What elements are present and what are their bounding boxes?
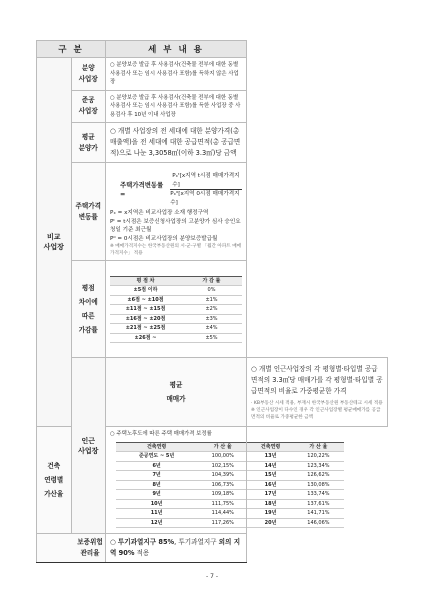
age-rate-text: 주택노후도에 따른 주택 매매가격 보정률 — [116, 431, 212, 437]
rate-value: 114,44% — [197, 509, 248, 519]
age-value: 17년 — [248, 490, 292, 500]
score-header-diff: 평 점 차 — [110, 276, 181, 286]
table-header — [37, 41, 388, 58]
score-row — [110, 305, 242, 315]
rate-value: 102,15% — [197, 461, 248, 471]
text-sale-project: 분양보증 발급 후 사용검사(건축물 전부에 대한 동별 사용검사 또는 임시 사용검사 포함)를 득하지 않은 사업장 — [110, 62, 239, 85]
age-header-rate: 가 산 율 — [197, 442, 248, 452]
header-category: 구 분 — [37, 41, 106, 58]
cell-avg-sale-price: ○ 개별 사업장의 전 세대에 대한 분양가격(총 매출액)을 전 세대에 대한 공급면적(총 공급면적)으로 나눈 3,3058㎡(이하 3.3㎡)당 금액 — [106, 123, 247, 163]
text-age-rate: ○ 주택노후도에 따른 주택 매매가격 보정률 — [110, 431, 212, 437]
age-row — [116, 518, 344, 528]
text-avg-sale-price: 개별 사업장의 전 세대에 대한 분양가격(총 매출액)을 전 세대에 대한 공급면적(총 공급면적)으로 나눈 3,3058㎡(이하 3.3㎡)당 금액 — [110, 127, 241, 157]
label-price-variation: 주택가격 변동률 — [71, 163, 106, 261]
age-rate-table — [116, 442, 344, 529]
score-rate: ±2% — [181, 305, 242, 315]
age-value: 15년 — [248, 471, 292, 481]
row-sale-project — [37, 58, 388, 91]
age-value: 19년 — [248, 509, 292, 519]
score-rate: 0% — [181, 286, 242, 296]
score-diff: ±16점 ~ ±20점 — [110, 314, 181, 324]
row-avg-sale-price — [37, 123, 388, 163]
cell-score-adjustment — [106, 261, 247, 358]
score-rate: ±3% — [181, 314, 242, 324]
rate-value: 106,73% — [197, 480, 248, 490]
age-header-age: 건축연령 — [116, 442, 197, 452]
row-guarantee-risk — [37, 534, 388, 563]
rate-value: 109,18% — [197, 490, 248, 500]
rate-value: 126,62% — [293, 471, 344, 481]
group-nearby: 인근 사업장 — [71, 358, 106, 534]
guarantee-text-mid: , 투기과열지구 — [174, 538, 219, 546]
formula-numerator: Pₓᵗ[x지역 t시점 매매가격지수] — [170, 172, 242, 190]
label-sale-project: 분양 사업장 — [71, 58, 106, 91]
score-diff: ±5점 이하 — [110, 286, 181, 296]
age-value: 16년 — [248, 480, 292, 490]
rate-value: 100,00% — [197, 452, 248, 462]
criteria-table — [36, 40, 388, 563]
rate-value: 123,34% — [293, 461, 344, 471]
score-row — [110, 324, 242, 334]
rate-value: 146,06% — [293, 518, 344, 528]
score-row — [110, 295, 242, 305]
document-page — [36, 40, 388, 563]
age-header — [116, 442, 344, 452]
nearby-note-multi: ※ 인근사업장이 다수인 경우 각 인근사업장별 평균매매가를 공급면적의 비율로 가중평균한 금액 — [251, 407, 381, 420]
formula-denominator: Pₓ⁰[x지역 0시점 매매가격지수] — [170, 191, 240, 206]
score-table — [110, 276, 242, 344]
age-value: 20년 — [248, 518, 292, 528]
age-value: 준공연도 ~ 5년 — [116, 452, 197, 462]
row-price-variation — [37, 163, 388, 261]
age-value: 14년 — [248, 461, 292, 471]
age-row — [116, 499, 344, 509]
cell-nearby-avg-price — [247, 358, 388, 427]
variable-p0: P⁰ = 0시점은 비교사업장의 분양보증발급월 — [110, 235, 218, 242]
label-completed-project: 준공 사업장 — [71, 90, 106, 123]
rate-value: 130,08% — [293, 480, 344, 490]
cell-sale-project: ○ 분양보증 발급 후 사용검사(건축물 전부에 대한 동별 사용검사 또는 임시 사용검사 포함)를 득하지 않은 사업장 — [106, 58, 247, 91]
score-diff: ±21점 ~ ±25점 — [110, 324, 181, 334]
cell-completed-project: ○ 분양보증 발급 후 사용검사(건축물 전부에 대한 동별 사용검사 또는 임시 사용검사 포함)를 득한 사업장 중 사용검사 후 10년 이내 사업장 — [106, 90, 247, 123]
age-value: 8년 — [116, 480, 197, 490]
score-row — [110, 314, 242, 324]
score-rate: ±4% — [181, 324, 242, 334]
score-header-rate: 가 감 률 — [181, 276, 242, 286]
text-nearby-avg-price: ○ 개별 인근사업장의 각 평형별·타입별 공급면적의 3.3㎡당 매매가를 각 평형별·타입별 공급면적의 비율로 가중평균한 가격 — [251, 364, 383, 395]
variation-note: ※ 매매가격지수는 한국부동산원의 시·군·구별 「월간 아파트 매매가격지수」 적용 — [110, 244, 242, 256]
age-value: 9년 — [116, 490, 197, 500]
age-value: 12년 — [116, 518, 197, 528]
nearby-note-kb: · KB부동산 시세 적용, 부재시 한국부동산원 부동산테크 시세 적용 — [251, 400, 383, 406]
cell-price-variation — [106, 163, 247, 261]
text-completed-project: 분양보증 발급 후 사용검사(건축물 전부에 대한 동별 사용검사 또는 임시 사용검사 포함)를 득한 사업장 중 사용검사 후 10년 이내 사업장 — [110, 94, 241, 118]
label-guarantee-risk: 보증위험 관리율 — [37, 534, 106, 563]
rate-value: 104,39% — [197, 471, 248, 481]
age-value: 10년 — [116, 499, 197, 509]
age-row — [116, 509, 344, 519]
nearby-avg-text: 개별 인근사업장의 각 평형별·타입별 공급면적의 3.3㎡당 매매가를 각 평형별·타입별 공급면적의 비율로 가중평균한 가격 — [251, 364, 383, 395]
score-row — [110, 333, 242, 343]
guarantee-text-other: 외의 지역 90% — [110, 538, 241, 557]
group-comparison: 비교 사업장 — [37, 58, 72, 427]
row-nearby-avg-price — [37, 358, 388, 427]
label-age-rate: 건축 연령별 가산율 — [37, 427, 72, 534]
age-value: 13년 — [248, 452, 292, 462]
rate-value: 137,61% — [293, 499, 344, 509]
rate-value: 133,74% — [293, 490, 344, 500]
header-details: 세 부 내 용 — [106, 41, 247, 58]
page-number: - 7 - — [206, 573, 218, 580]
rate-value: 117,26% — [197, 518, 248, 528]
score-row — [110, 286, 242, 296]
cell-age-rate — [106, 427, 330, 534]
formula-fraction — [170, 172, 242, 207]
age-row — [116, 471, 344, 481]
row-completed-project — [37, 90, 388, 123]
age-header-age-2: 건축연령 — [248, 442, 292, 452]
variable-px: Pₓ = x지역은 비교사업장 소재 행정구역 — [110, 210, 209, 216]
age-row — [116, 461, 344, 471]
age-header-rate-2: 가 산 율 — [293, 442, 344, 452]
label-score-adjustment: 평점 차이에 따른 가감률 — [71, 261, 106, 358]
variable-pt: Pᵗ = t시점은 보증신청사업장의 고분양가 심사 승인요청일 기준 최근월 — [110, 218, 241, 233]
age-value: 7년 — [116, 471, 197, 481]
age-value: 11년 — [116, 509, 197, 519]
rate-value: 141,71% — [293, 509, 344, 519]
age-value: 18년 — [248, 499, 292, 509]
variation-formula — [120, 172, 242, 207]
rate-value: 111,75% — [197, 499, 248, 509]
guarantee-text-apply: 적용 — [134, 549, 150, 557]
score-header — [110, 276, 242, 286]
rate-value: 120,22% — [293, 452, 344, 462]
score-rate: ±1% — [181, 295, 242, 305]
label-avg-sale-price: 평균 분양가 — [71, 123, 106, 163]
score-diff: ±6점 ~ ±10점 — [110, 295, 181, 305]
age-row — [116, 480, 344, 490]
label-nearby-avg-price: 평균 매매가 — [106, 358, 247, 427]
age-row — [116, 490, 344, 500]
cell-guarantee-risk: ○ 투기과열지구 85%, 투기과열지구 외의 지역 90% 적용 — [106, 534, 247, 563]
age-row — [116, 452, 344, 462]
age-value: 6년 — [116, 461, 197, 471]
score-diff: ±26점 ~ — [110, 333, 181, 343]
score-diff: ±11점 ~ ±15점 — [110, 305, 181, 315]
score-rate: ±5% — [181, 333, 242, 343]
guarantee-text-overheated: 투기과열지구 85% — [117, 538, 175, 546]
formula-label: 주택가격변동률 = — [120, 181, 164, 198]
row-score-adjustment — [37, 261, 388, 358]
